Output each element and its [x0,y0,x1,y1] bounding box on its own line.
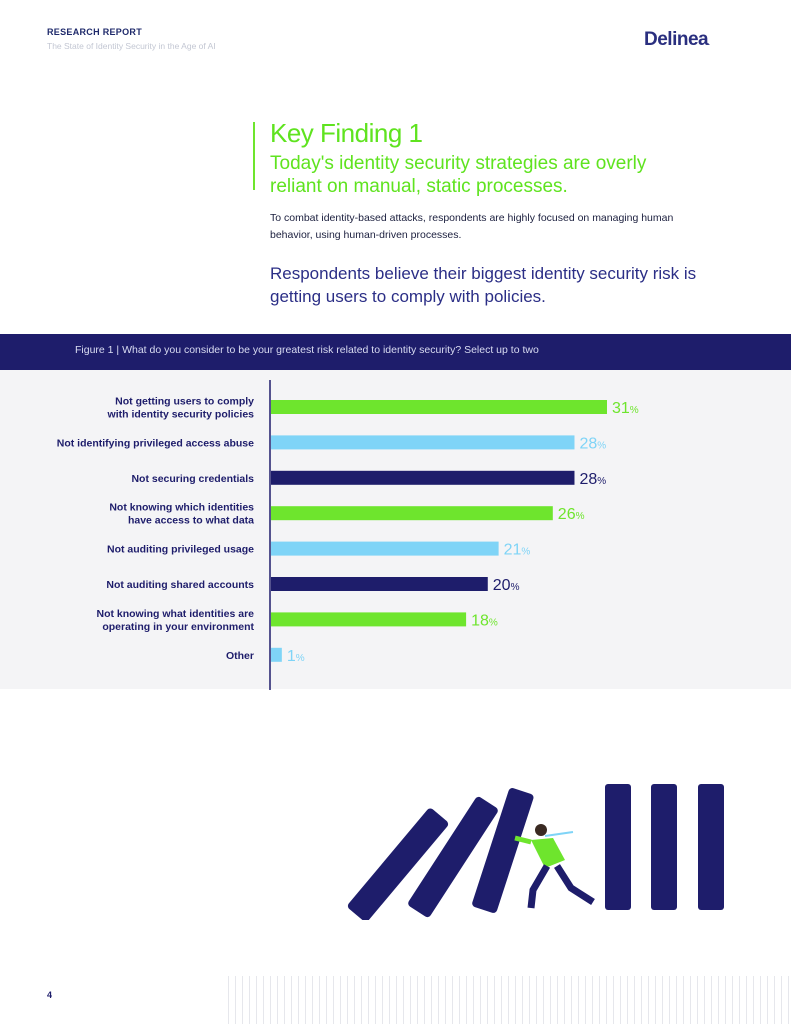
chart-value-label: 1% [286,647,305,665]
chart-category-label: Not getting users to comply with identity security policies [107,395,254,421]
finding-subtitle: Today's identity security strategies are overly reliant on manual, static processes. [270,153,647,197]
person-figure [515,824,593,908]
finding-accent-bar [253,122,255,190]
domino-illustration [345,780,735,920]
chart-value-label: 18% [471,612,498,630]
standing-dominoes [605,784,724,910]
chart-bar [271,506,553,520]
chart-category-label: Not auditing shared accounts [106,579,254,591]
footer-stripes [228,976,791,1024]
figure-caption: Figure 1 | What do you consider to be your greatest risk related to identity security? Select up to two [75,344,539,356]
page-number: 4 [47,990,53,1000]
falling-domino [346,787,534,920]
chart-value-label: 28% [579,470,607,488]
chart-value-label: 20% [492,577,520,594]
finding-title: Key Finding 1 [270,118,423,148]
chart-category-label: Not securing credentials [131,472,254,485]
chart-category-label: Other [225,649,254,662]
chart-category-label: Not knowing what identities are operating in your environment [96,607,254,633]
header-subtitle: The State of Identity Security in the Age of AI [47,41,216,51]
bar-chart [0,370,791,700]
chart-bar [271,435,574,449]
chart-bar [271,577,488,591]
chart-bar [271,471,574,485]
chart-category-label: Not auditing privileged usage [106,543,254,556]
finding-intro: To combat identity-based attacks, respondents are highly focused on managing human behavior, using human-driven processes. [270,212,674,241]
chart-bar [271,542,499,556]
chart-bar [271,400,607,414]
logo: Delinea. [644,29,710,50]
chart-bar [271,612,466,626]
header-label: RESEARCH REPORT [47,27,143,37]
logo-text: Delinea [644,29,709,50]
finding-callout: Respondents believe their biggest identity security risk is getting users to comply with policies. [270,264,697,306]
chart-category-label: Not identifying privileged access abuse [56,437,254,450]
chart-value-label: 21% [503,541,531,559]
chart-value-label: 31% [612,400,639,417]
chart-value-label: 28% [579,435,607,453]
chart-bar [271,648,282,662]
chart-category-label: Not knowing which identities have access to what data [109,501,254,527]
chart-value-label: 26% [557,506,585,524]
